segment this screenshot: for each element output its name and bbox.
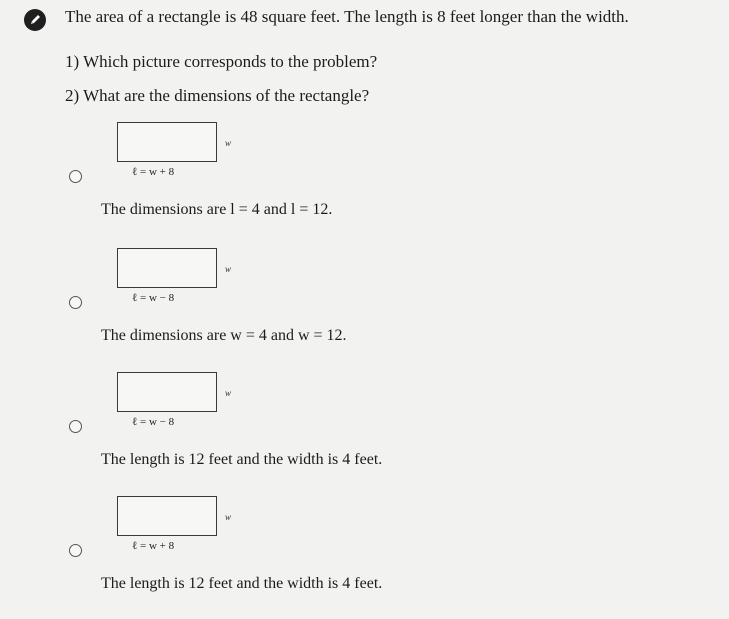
problem-statement: The area of a rectangle is 48 square feet. The length is 8 feet longer than the width. [65,7,629,26]
width-label: w [225,388,232,398]
rectangle-diagram [117,248,217,288]
length-label: ℓ = w + 8 [132,166,175,178]
width-label: w [225,138,232,148]
option-text: The length is 12 feet and the width is 4 feet. [101,575,383,592]
radio-button-option-4[interactable] [69,544,82,557]
rectangle-diagram [117,372,217,412]
width-label: w [225,264,232,274]
question-2: 2) What are the dimensions of the rectangle? [65,86,370,105]
option-text: The length is 12 feet and the width is 4 feet. [101,451,383,468]
pencil-icon [24,9,46,31]
question-1: 1) Which picture corresponds to the problem? [65,52,378,71]
radio-button-option-1[interactable] [69,170,82,183]
option-text: The dimensions are l = 4 and l = 12. [101,201,333,218]
option-text: The dimensions are w = 4 and w = 12. [101,327,347,344]
rectangle-diagram [117,496,217,536]
rectangle-diagram [117,122,217,162]
length-label: ℓ = w − 8 [132,292,175,304]
length-label: ℓ = w + 8 [132,540,175,552]
radio-button-option-2[interactable] [69,296,82,309]
radio-button-option-3[interactable] [69,420,82,433]
width-label: w [225,512,232,522]
length-label: ℓ = w − 8 [132,416,175,428]
